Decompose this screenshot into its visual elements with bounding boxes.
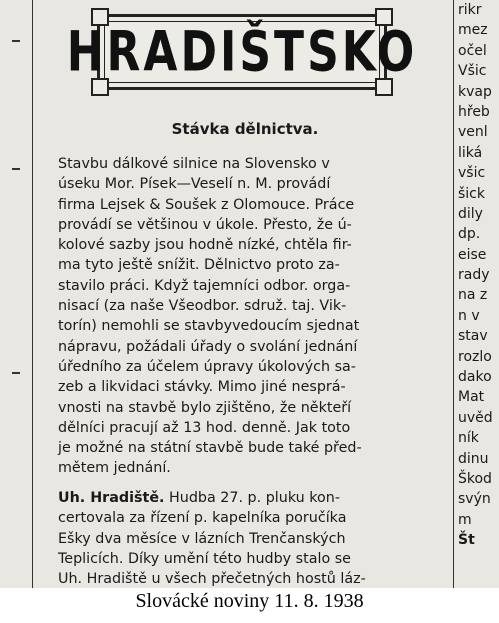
article-line-rest: Hudba 27. p. pluku kon-	[164, 490, 341, 506]
fragment-line: Mat	[458, 389, 485, 406]
image-caption: Slovácké noviny 11. 8. 1938	[135, 590, 364, 612]
article-line: vnosti na stavbě bylo zjištěno, že někteří	[58, 399, 352, 416]
column-mark	[12, 372, 20, 374]
fragment-line: uvěd	[458, 409, 493, 426]
fragment-line: svýn	[458, 491, 491, 508]
fragment-line: všic	[458, 165, 486, 182]
article-line: mětem jednání.	[58, 460, 171, 477]
fragment-line: n v	[458, 307, 480, 324]
article-line: dělníci pracují až 13 hod. denně. Jak toto	[58, 419, 351, 436]
fragment-line: na z	[458, 287, 488, 304]
article-line: provádí se většinou v úkole. Přesto, že ú-	[58, 216, 352, 233]
column-rule-left	[32, 0, 33, 588]
fragment-line: Škod	[458, 470, 492, 487]
article-line: zeb a likvidaci stávky. Mimo jiné nesprá-	[58, 379, 346, 396]
article-line: úseku Mor. Písek—Veselí n. M. provádí	[58, 176, 331, 193]
fragment-line: eise	[458, 246, 487, 263]
fragment-line: mez	[458, 22, 488, 39]
article-line: torín) nemohli se stavbyvedoucím sjednat	[58, 318, 360, 335]
article-line: Teplicích. Díky umění této hudby stalo se	[58, 550, 351, 567]
article-first-line	[58, 488, 450, 508]
section-masthead	[66, 14, 418, 90]
fragment-line: rozlo	[458, 348, 492, 365]
article-line: úředního za účelem úpravy úkolových sa-	[58, 358, 356, 375]
article-line: Stavbu dálkové silnice na Slovensko v	[58, 156, 330, 172]
article-line: kolové sazby jsou hodně nízké, chtěla fir-	[58, 237, 352, 254]
article-line: Ešky dva měsíce v lázních Trenčanských	[58, 530, 346, 547]
article-line: stavilo práci. Když tajemníci odbor. orga-	[58, 277, 351, 294]
column-mark	[12, 168, 20, 170]
fragment-line: dily	[458, 205, 483, 222]
fragment-line: Všic	[458, 63, 487, 80]
article-line: nápravu, požádali úřady o svolání jednání	[58, 338, 358, 355]
article-line: je možné na státní stavbě bude také před-	[58, 440, 362, 457]
fragment-line: Št	[458, 532, 475, 549]
article-line: ma tyto ještě snížit. Dělnictvo proto za-	[58, 257, 340, 274]
article-line: certovala za řízení p. kapelníka poručíka	[58, 510, 347, 527]
article-line: firma Lejsek & Soušek z Olomouce. Práce	[58, 196, 355, 213]
article-headline: Stávka dělnictva.	[171, 120, 319, 138]
left-column-edge	[0, 0, 30, 588]
column-mark	[12, 40, 20, 42]
fragment-line: rikr	[458, 2, 482, 18]
article-line: Uh. Hradiště u všech přečetných hostů láz-	[58, 571, 366, 588]
article-body-second	[58, 488, 450, 588]
fragment-line: ník	[458, 430, 479, 447]
fragment-line: stav	[458, 328, 488, 345]
fragment-line: šick	[458, 185, 485, 202]
column-rule-right	[453, 0, 454, 588]
fragment-line: hřeb	[458, 103, 490, 120]
fragment-line: liká	[458, 144, 483, 161]
fragment-line: dinu	[458, 450, 489, 467]
article-line: nisací (za naše Všeodbor. sdruž. taj. Vik-	[58, 298, 347, 315]
article-lead-place: Uh. Hradiště.	[58, 490, 165, 506]
fragment-line: očel	[458, 42, 487, 59]
fragment-line: dp.	[458, 226, 481, 243]
fragment-line: dako	[458, 369, 492, 386]
fragment-line: venl	[458, 124, 488, 141]
adjacent-column-fragment	[458, 0, 499, 588]
masthead-title: HRADIŠTSKO	[66, 20, 418, 84]
fragment-line: m	[458, 511, 472, 528]
article-body	[58, 154, 450, 479]
fragment-line: rady	[458, 267, 490, 284]
fragment-line: kvap	[458, 83, 492, 100]
